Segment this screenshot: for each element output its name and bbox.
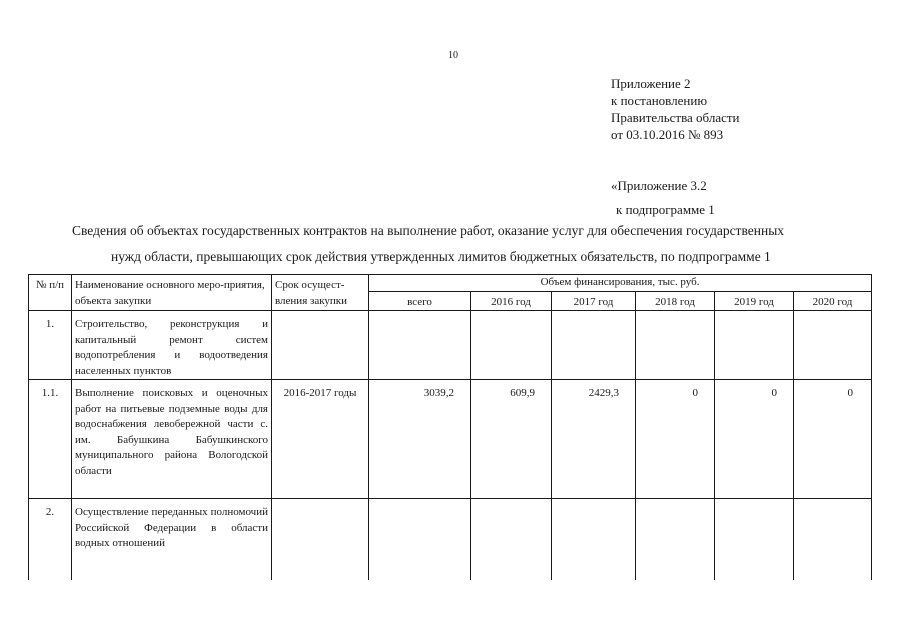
- row-name: Строительство, реконструкция и капитальный ремонт систем водопотребления и водоотведения населенных пунктов: [72, 311, 272, 380]
- sub-appendix-block: [611, 174, 715, 222]
- table-row: [29, 380, 872, 499]
- value-2016: [471, 499, 552, 581]
- table-row: [29, 499, 872, 581]
- appendix-line: Приложение 2: [611, 76, 691, 91]
- value-2020: [794, 499, 872, 581]
- header-total: всего: [369, 291, 471, 311]
- value-2017: [552, 499, 636, 581]
- header-row: [29, 275, 872, 292]
- value-total: [369, 311, 471, 380]
- appendix-line: от 03.10.2016 № 893: [611, 127, 724, 142]
- header-no: № п/п: [29, 275, 72, 311]
- title-line: Сведения об объектах государственных контрактов на выполнение работ, оказание услуг для обеспечения государственных: [72, 223, 785, 238]
- value-2019: [715, 311, 794, 380]
- value-2020: 0: [794, 380, 872, 499]
- page-number: 10: [448, 50, 458, 61]
- value-total: 3039,2: [369, 380, 471, 499]
- value-2019: 0: [715, 380, 794, 499]
- header-2020: 2020 год: [794, 291, 872, 311]
- row-term: [272, 311, 369, 380]
- header-name: Наименование основного меро-приятия, объекта закупки: [72, 275, 272, 311]
- row-number: 2.: [29, 499, 72, 581]
- row-term: [272, 499, 369, 581]
- appendix-line: Правительства области: [611, 110, 740, 125]
- value-total: [369, 499, 471, 581]
- value-2017: 2429,3: [552, 380, 636, 499]
- row-number: 1.: [29, 311, 72, 380]
- appendix-line: к постановлению: [611, 93, 708, 108]
- contracts-table: [28, 274, 872, 580]
- row-number: 1.1.: [29, 380, 72, 499]
- header-2017: 2017 год: [552, 291, 636, 311]
- appendix-block: [611, 75, 740, 143]
- row-name: Осуществление переданных полномочий Российской Федерации в области водных отношений: [72, 499, 272, 581]
- header-2018: 2018 год: [636, 291, 715, 311]
- value-2019: [715, 499, 794, 581]
- table-row: [29, 311, 872, 380]
- value-2018: [636, 499, 715, 581]
- header-funding-group: Объем финансирования, тыс. руб.: [369, 275, 872, 292]
- title-line: нужд области, превышающих срок действия утвержденных лимитов бюджетных обязательств, по подпрограмме 1: [111, 249, 771, 264]
- header-2019: 2019 год: [715, 291, 794, 311]
- value-2020: [794, 311, 872, 380]
- value-2018: [636, 311, 715, 380]
- header-2016: 2016 год: [471, 291, 552, 311]
- header-term: Срок осущест-вления закупки: [272, 275, 369, 311]
- row-term: 2016-2017 годы: [272, 380, 369, 499]
- sub-appendix-line: к подпрограмме 1: [616, 202, 715, 217]
- value-2017: [552, 311, 636, 380]
- value-2016: [471, 311, 552, 380]
- value-2018: 0: [636, 380, 715, 499]
- value-2016: 609,9: [471, 380, 552, 499]
- row-name: Выполнение поисковых и оценочных работ на питьевые подземные воды для водоснабжения левобережной части с. им. Бабушкина Бабушкинского муниципального района Вологодской области: [72, 380, 272, 499]
- sub-appendix-line: «Приложение 3.2: [611, 178, 707, 193]
